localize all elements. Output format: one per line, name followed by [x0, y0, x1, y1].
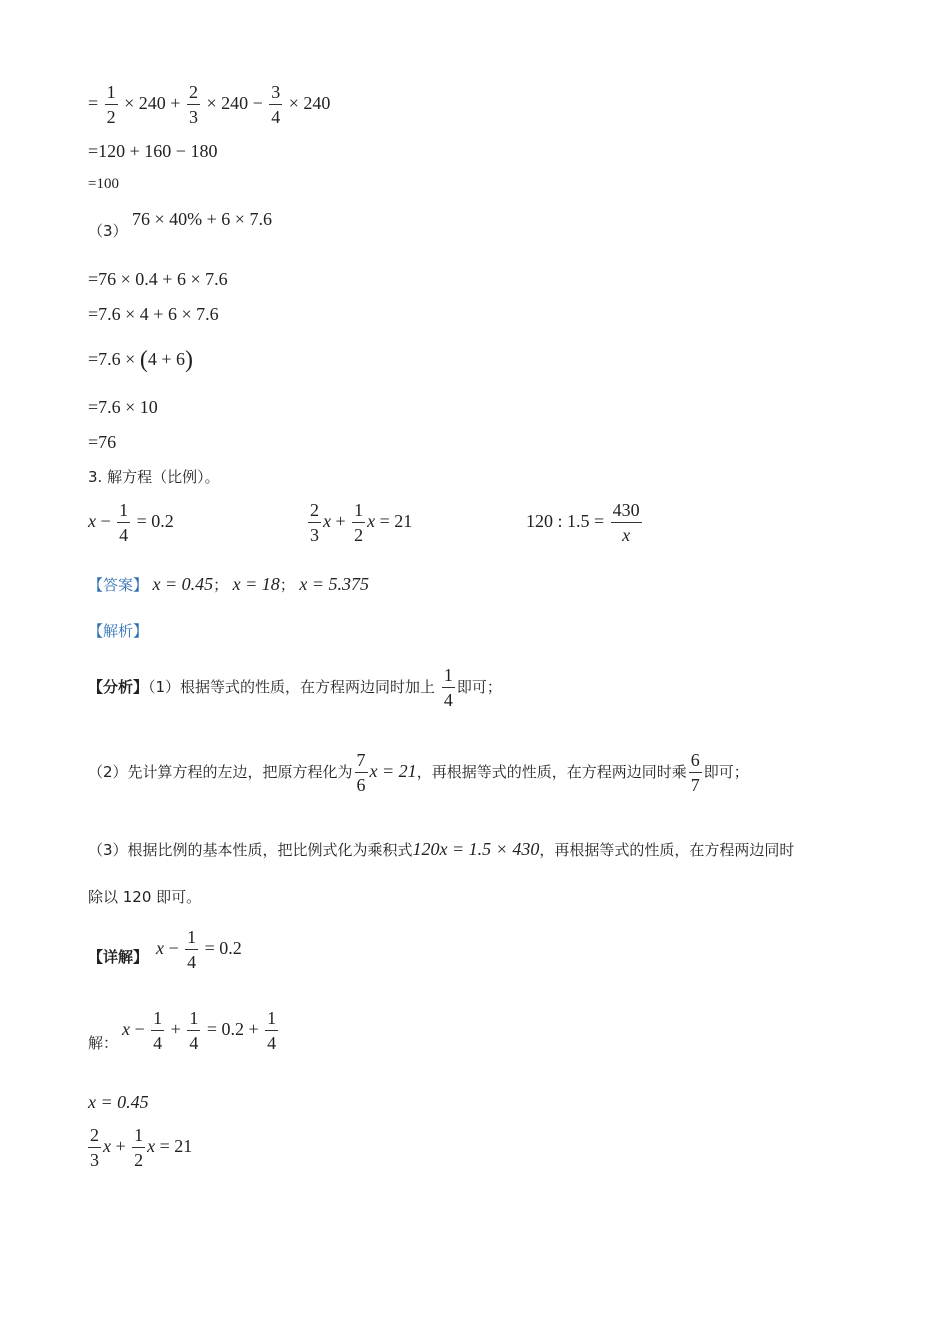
operator-text: × 240	[288, 92, 331, 113]
operator-text: × 240 +	[124, 92, 181, 113]
fraction: $\frac{6}{7}$	[690, 750, 700, 795]
fraction: $\frac{3}{4}$	[271, 82, 281, 127]
equals-sign: =	[88, 92, 99, 113]
question-title: 3. 解方程（比例）。	[88, 468, 220, 486]
fraction: $\frac{7}{6}$	[356, 750, 366, 795]
analysis-tag: 【解析】	[88, 622, 149, 640]
fraction: $\frac{1}{4}$	[187, 927, 197, 972]
equation-1: x − $\frac{1}{4}$ = 0.2	[88, 500, 174, 545]
fraction: $\frac{1}{4}$	[119, 500, 129, 545]
fraction: $\frac{1}{4}$	[153, 1008, 163, 1053]
fraction: $\frac{1}{4}$	[443, 665, 453, 710]
detail-eq: x − $\frac{1}{4}$ = 0.2	[156, 927, 242, 972]
calc2-line2: =120 + 160 − 180	[88, 141, 218, 161]
analysis-p3: （3）根据比例的基本性质，把比例式化为乘积式120x = 1.5 × 430，再根据等式的性质，在方程两边同时	[88, 839, 795, 859]
fraction: $\frac{1}{4}$	[189, 1008, 199, 1053]
calc3-step2: =7.6 × 4 + 6 × 7.6	[88, 304, 219, 324]
fraction: $\frac{2}{3}$	[90, 1125, 99, 1170]
calc2-line1	[88, 82, 330, 127]
detail-tag: 【详解】	[88, 948, 149, 966]
analysis-p3-cont: 除以 120 即可。	[88, 888, 202, 906]
fraction: $\frac{1}{2}$	[354, 500, 364, 545]
fraction: $\frac{1}{2}$	[134, 1125, 144, 1170]
calc3-step3: =7.6 × (4 + 6)	[88, 347, 193, 373]
answer-line: 【答案】 x = 0.45； x = 18； x = 5.375	[88, 574, 369, 594]
calc2-line3: =100	[88, 176, 119, 192]
solve-result: x = 0.45	[88, 1092, 149, 1112]
analysis-p1: 【分析】（1）根据等式的性质，在方程两边同时加上 $\frac{1}{4}$ 即可；	[88, 665, 502, 710]
answer-tag: 【答案】	[88, 576, 149, 594]
solve-step: x − $\frac{1}{4}$ + $\frac{1}{4}$ = 0.2 + $\frac{1}{4}$	[122, 1008, 277, 1053]
operator-text: × 240 −	[206, 92, 263, 113]
calc3-step1: =76 × 0.4 + 6 × 7.6	[88, 269, 228, 289]
equation-2: $\frac{2}{3}$ x + $\frac{1}{2}$ x = 21	[310, 500, 413, 545]
solve-label: 解：	[88, 1034, 119, 1052]
calc3-step4: =7.6 × 10	[88, 397, 158, 417]
fraction: $\frac{2}{3}$	[310, 500, 319, 545]
equation-3: 120 : 1.5 = $\frac{430}{x}$	[526, 500, 640, 545]
fraction: $\frac{1}{2}$	[106, 82, 116, 127]
fraction: $\frac{2}{3}$	[188, 82, 198, 127]
next-equation: $\frac{2}{3}$ x + $\frac{1}{2}$ x = 21	[90, 1125, 193, 1170]
analysis-p2: （2）先计算方程的左边，把原方程化为 $\frac{7}{6}$ x = 21，再根据等式的性质，在方程两边同时乘 $\frac{6}{7}$ 即可；	[88, 750, 749, 795]
fraction: $\frac{1}{4}$	[267, 1008, 277, 1053]
fenxi-tag: 【分析】	[88, 678, 149, 697]
calc3-expr: 76 × 40% + 6 × 7.6	[132, 209, 272, 229]
calc3-label: （3）	[88, 222, 128, 240]
fraction: $\frac{430}{x}$	[612, 500, 640, 545]
calc3-step5: =76	[88, 432, 117, 452]
